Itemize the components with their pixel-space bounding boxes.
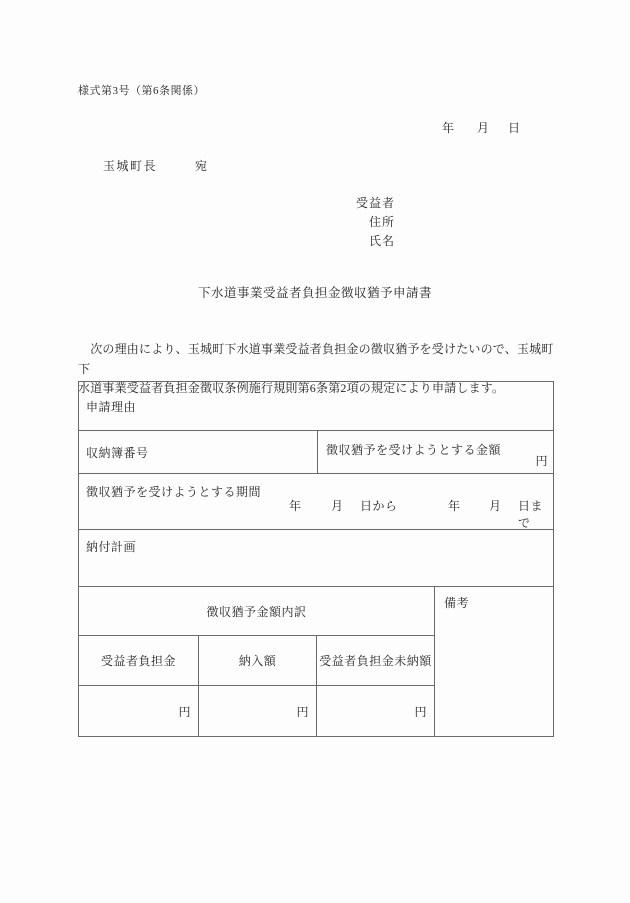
yen-unit: 円 <box>414 704 427 719</box>
payment-plan-cell <box>79 530 553 587</box>
yen-unit: 円 <box>296 704 309 719</box>
receipt-book-number-cell <box>79 431 318 473</box>
period-from-day-label: 日から <box>360 499 398 513</box>
deferment-amount-cell <box>318 431 553 473</box>
breakdown-header-cell <box>79 587 434 636</box>
date-year-label: 年 <box>442 121 455 135</box>
breakdown-column-headers-row <box>79 636 434 686</box>
value-cell-unpaid-amount <box>317 686 434 736</box>
form-number-label: 様式第3号（第6条関係） <box>78 85 205 97</box>
application-reason-cell <box>79 382 553 431</box>
value-cell-paid-amount <box>199 686 317 736</box>
date-line <box>0 119 630 133</box>
statement-line-1: 次の理由により、玉城町下水道事業受益者負担金の徴収猶予を受けたいので、玉城町下 <box>78 342 554 376</box>
amount-yen-unit: 円 <box>535 454 548 468</box>
address-label: 住所 <box>368 215 395 229</box>
breakdown-header-label: 徴収猶予金額内訳 <box>206 604 307 619</box>
column-header-unpaid-amount <box>317 636 434 685</box>
name-label: 氏名 <box>368 234 395 248</box>
remarks-cell <box>435 587 553 736</box>
column-header-paid-amount <box>199 636 317 685</box>
receipt-book-number-label: 収納簿番号 <box>86 445 149 460</box>
value-cell-beneficiary-charge <box>79 686 199 736</box>
column-header-beneficiary-charge <box>79 636 199 685</box>
column-header-label: 受益者負担金未納額 <box>319 654 432 668</box>
document-title: 下水道事業受益者負担金徴収猶予申請書 <box>197 286 432 300</box>
period-to-day-label: 日まで <box>518 499 544 530</box>
column-header-label: 納入額 <box>238 654 277 668</box>
breakdown-grid <box>79 587 435 736</box>
application-table <box>78 381 554 737</box>
deferment-period-label: 徴収猶予を受けようとする期間 <box>86 485 262 499</box>
period-to-month-label: 月 <box>489 499 502 513</box>
breakdown-section <box>79 587 553 736</box>
date-month-label: 月 <box>477 121 490 135</box>
deferment-amount-label: 徴収猶予を受けようとする金額 <box>326 443 502 457</box>
addressee-suffix-label: 宛 <box>195 159 208 173</box>
receipt-and-amount-row <box>79 431 553 474</box>
remarks-label: 備考 <box>444 596 470 610</box>
applicant-block <box>295 194 395 251</box>
deferment-period-cell <box>79 474 553 530</box>
period-from-month-label: 月 <box>331 499 344 513</box>
mayor-label: 玉城町長 <box>103 159 158 173</box>
yen-unit: 円 <box>178 704 191 719</box>
date-day-label: 日 <box>508 121 521 135</box>
breakdown-values-row <box>79 686 434 736</box>
beneficiary-label: 受益者 <box>355 196 395 210</box>
payment-plan-label: 納付計画 <box>86 540 137 554</box>
period-from-year-label: 年 <box>289 499 302 513</box>
period-to-year-label: 年 <box>448 499 461 513</box>
addressee-line <box>103 157 208 174</box>
application-reason-label: 申請理由 <box>86 399 137 414</box>
statement-line-2: 水道事業受益者負担金徴収条例施行規則第6条第2項の規定により申請します。 <box>78 381 505 395</box>
column-header-label: 受益者負担金 <box>100 654 176 668</box>
